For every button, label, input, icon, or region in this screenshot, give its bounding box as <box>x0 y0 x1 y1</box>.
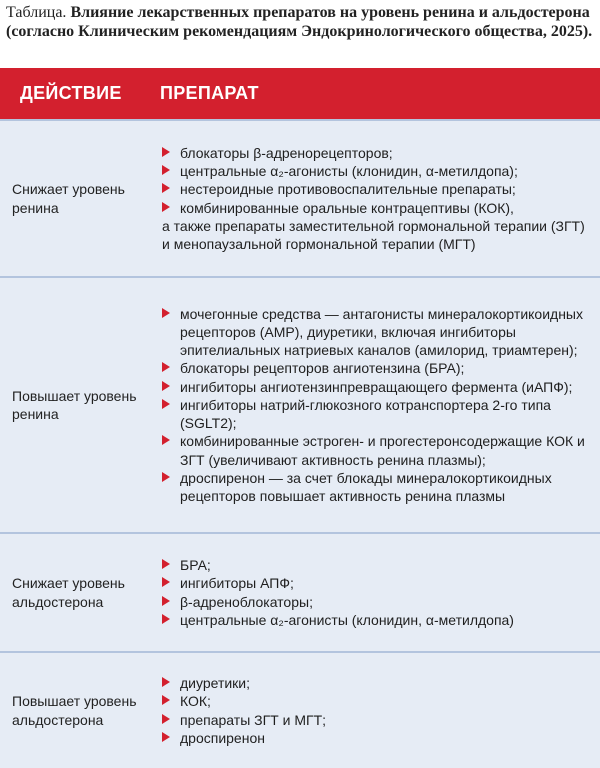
header-action: ДЕЙСТВИЕ <box>0 68 140 120</box>
bullet-triangle-icon <box>162 183 170 193</box>
row-drugs <box>140 277 600 533</box>
bullet-triangle-icon <box>162 472 170 482</box>
list-item: β-адреноблокаторы; <box>162 593 588 611</box>
bullet-triangle-icon <box>162 362 170 372</box>
table-row <box>0 277 600 533</box>
bullet-triangle-icon <box>162 435 170 445</box>
row-drugs <box>140 120 600 277</box>
bullet-triangle-icon <box>162 695 170 705</box>
list-item: дроспиренон — за счет блокады минералокортикоидных рецепторов повышает активность ренина плазмы <box>162 469 588 505</box>
bullet-triangle-icon <box>162 559 170 569</box>
list-item: комбинированные эстроген- и прогестеронсодержащие КОК и ЗГТ (увеличивают активность ренина плазмы); <box>162 432 588 468</box>
list-item: ингибиторы натрий-глюкозного котранспортера 2-го типа (SGLT2); <box>162 396 588 432</box>
bullet-triangle-icon <box>162 714 170 724</box>
bullet-triangle-icon <box>162 308 170 318</box>
table-row <box>0 120 600 277</box>
bullet-triangle-icon <box>162 596 170 606</box>
list-item: препараты ЗГТ и МГТ; <box>162 711 588 729</box>
bullet-triangle-icon <box>162 614 170 624</box>
row-action: Снижает уровень альдостерона <box>0 533 140 652</box>
table-caption <box>0 0 600 68</box>
bullet-triangle-icon <box>162 732 170 742</box>
list-item: ингибиторы ангиотензинпревращающего фермента (иАПФ); <box>162 378 588 396</box>
bullet-triangle-icon <box>162 202 170 212</box>
caption-suffix: (согласно Клиническим рекомендациям Эндокринологического общества, 2025). <box>6 23 593 40</box>
bullet-triangle-icon <box>162 165 170 175</box>
bullet-triangle-icon <box>162 677 170 687</box>
row-action: Повышает уровень ренина <box>0 277 140 533</box>
list-item: БРА; <box>162 556 588 574</box>
caption-lead: Таблица. <box>6 4 67 21</box>
list-item: ингибиторы АПФ; <box>162 574 588 592</box>
row-drugs <box>140 652 600 768</box>
list-item: блокаторы β-адренорецепторов; <box>162 144 588 162</box>
list-item: дроспиренон <box>162 729 588 747</box>
list-item: диуретики; <box>162 674 588 692</box>
list-item-continuation: а также препараты заместительной гормональной терапии (ЗГТ) и менопаузальной гормональной терапии (МГТ) <box>162 217 585 252</box>
list-item: мочегонные средства — антагонисты минералокортикоидных рецепторов (АМР), диуретики, включая ингибиторы эпителиальных натриевых каналов (амилорид, триамтерен); <box>162 305 588 360</box>
row-action: Снижает уровень ренина <box>0 120 140 277</box>
bullet-triangle-icon <box>162 577 170 587</box>
list-item: нестероидные противовоспалительные препараты; <box>162 180 588 198</box>
table-header-row <box>0 68 600 120</box>
list-item: центральные α₂-агонисты (клонидин, α-метилдопа) <box>162 611 588 629</box>
row-drugs <box>140 533 600 652</box>
list-item: блокаторы рецепторов ангиотензина (БРА); <box>162 359 588 377</box>
caption-title: Влияние лекарственных препаратов на уровень ренина и альдостерона <box>70 4 590 21</box>
bullet-triangle-icon <box>162 399 170 409</box>
table-row <box>0 533 600 652</box>
list-item: КОК; <box>162 692 588 710</box>
list-item: центральные α₂-агонисты (клонидин, α-метилдопа); <box>162 162 588 180</box>
list-item: комбинированные оральные контрацептивы (КОК), <box>162 199 588 217</box>
header-drug: ПРЕПАРАТ <box>140 68 600 120</box>
row-action: Повышает уровень альдостерона <box>0 652 140 768</box>
drug-effect-table <box>0 68 600 768</box>
table-row <box>0 652 600 768</box>
bullet-triangle-icon <box>162 381 170 391</box>
bullet-triangle-icon <box>162 147 170 157</box>
